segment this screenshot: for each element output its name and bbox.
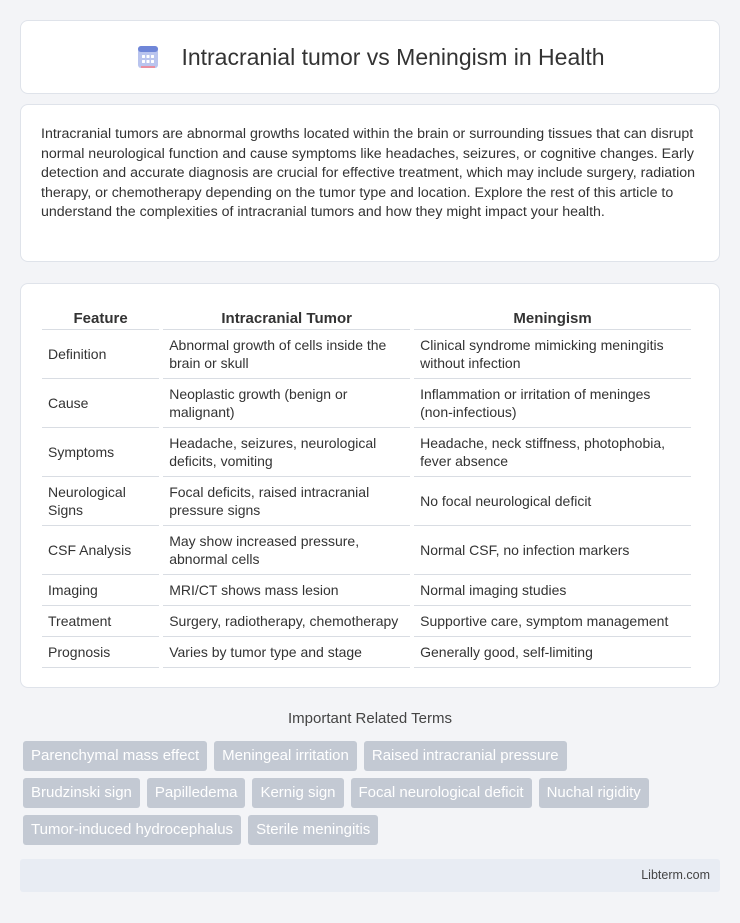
table-row <box>42 575 691 606</box>
row-meningism: Clinical syndrome mimicking meningitis without infection <box>414 330 691 379</box>
comparison-card <box>20 283 720 688</box>
header-meningism: Meningism <box>414 304 691 330</box>
row-feature: Cause <box>42 379 159 428</box>
tag-focal-neurological-deficit[interactable]: Focal neurological deficit <box>351 778 532 808</box>
row-meningism: Normal imaging studies <box>414 575 691 606</box>
comparison-table <box>38 304 695 668</box>
table-row <box>42 637 691 668</box>
tag-sterile-meningitis[interactable]: Sterile meningitis <box>248 815 378 845</box>
row-tumor: MRI/CT shows mass lesion <box>163 575 410 606</box>
row-tumor: May show increased pressure, abnormal cells <box>163 526 410 575</box>
row-tumor: Varies by tumor type and stage <box>163 637 410 668</box>
row-feature: Imaging <box>42 575 159 606</box>
footer <box>20 859 720 892</box>
table-row <box>42 526 691 575</box>
table-row <box>42 428 691 477</box>
tag-papilledema[interactable]: Papilledema <box>147 778 246 808</box>
building-icon <box>135 44 161 70</box>
row-tumor: Abnormal growth of cells inside the brain or skull <box>163 330 410 379</box>
title-card <box>20 20 720 94</box>
row-tumor: Headache, seizures, neurological deficits, vomiting <box>163 428 410 477</box>
row-feature: Treatment <box>42 606 159 637</box>
table-row <box>42 606 691 637</box>
tag-raised-intracranial-pressure[interactable]: Raised intracranial pressure <box>364 741 567 771</box>
related-terms-list <box>23 741 723 852</box>
row-feature: Symptoms <box>42 428 159 477</box>
page-title: Intracranial tumor vs Meningism in Health <box>181 43 605 70</box>
row-meningism: No focal neurological deficit <box>414 477 691 526</box>
tag-brudzinski-sign[interactable]: Brudzinski sign <box>23 778 140 808</box>
row-meningism: Normal CSF, no infection markers <box>414 526 691 575</box>
intro-paragraph: Intracranial tumors are abnormal growths located within the brain or surrounding tissues that can disrupt normal neurological function and cause symptoms like headaches, seizures, or cognitive changes. Early detection and accurate diagnosis are crucial for effective treatment, which may include surgery, radiation therapy, or chemotherapy depending on the tumor type and location. Explore the rest of this article to understand the complexities of intracranial tumors and how they might impact your health. <box>41 126 696 221</box>
tag-kernig-sign[interactable]: Kernig sign <box>252 778 343 808</box>
row-tumor: Focal deficits, raised intracranial pressure signs <box>163 477 410 526</box>
row-feature: Neurological Signs <box>42 477 159 526</box>
table-header-row <box>42 304 691 330</box>
table-row <box>42 379 691 428</box>
header-feature: Feature <box>42 304 159 330</box>
related-terms-title: Important Related Terms <box>288 710 452 727</box>
row-meningism: Supportive care, symptom management <box>414 606 691 637</box>
row-feature: Definition <box>42 330 159 379</box>
row-meningism: Inflammation or irritation of meninges (non-infectious) <box>414 379 691 428</box>
row-feature: Prognosis <box>42 637 159 668</box>
tag-parenchymal-mass-effect[interactable]: Parenchymal mass effect <box>23 741 207 771</box>
row-feature: CSF Analysis <box>42 526 159 575</box>
row-tumor: Surgery, radiotherapy, chemotherapy <box>163 606 410 637</box>
intro-card <box>20 104 720 262</box>
footer-site-link[interactable]: Libterm.com <box>641 868 710 882</box>
row-tumor: Neoplastic growth (benign or malignant) <box>163 379 410 428</box>
tag-meningeal-irritation[interactable]: Meningeal irritation <box>214 741 357 771</box>
tag-nuchal-rigidity[interactable]: Nuchal rigidity <box>539 778 649 808</box>
table-row <box>42 477 691 526</box>
header-intracranial-tumor: Intracranial Tumor <box>163 304 410 330</box>
row-meningism: Generally good, self-limiting <box>414 637 691 668</box>
table-row <box>42 330 691 379</box>
row-meningism: Headache, neck stiffness, photophobia, fever absence <box>414 428 691 477</box>
tag-tumor-induced-hydrocephalus[interactable]: Tumor-induced hydrocephalus <box>23 815 241 845</box>
